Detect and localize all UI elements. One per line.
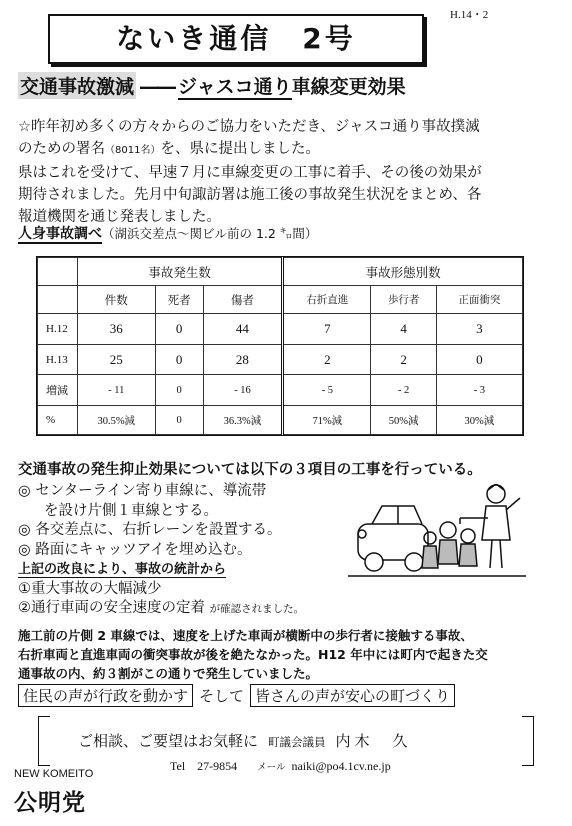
column-header: 正面衝突	[436, 286, 522, 314]
effect-item-text: ②通行車両の安全速度の定着	[18, 600, 205, 616]
table-cell: 50%減	[371, 406, 436, 435]
slogan-right: 皆さんの声が安心の町づくり	[250, 684, 455, 707]
effect-item: ①重大事故の大幅減少	[18, 580, 162, 597]
tail-line: 右折車両と直進車両の衝突事故が後を絶たなかった。H12 年中には町内で起きた交	[18, 647, 488, 662]
table-cell: - 3	[436, 375, 522, 406]
table-cell: 3	[436, 314, 522, 345]
issue-date: H.14・2	[450, 9, 489, 21]
table-cell: 0	[155, 375, 203, 406]
survey-title: 人身事故調べ	[18, 226, 102, 242]
works-item: ◎ センターライン寄り車線に、導流帯	[18, 483, 267, 499]
column-header: 傷者	[203, 286, 283, 314]
intro-line: 期待されました。先月中旬諏訪署は施工後の事故発生状況をまとめ、各	[18, 187, 482, 203]
table-cell: 71%減	[283, 406, 371, 435]
traffic-safety-illustration	[348, 484, 526, 584]
intro-paragraph	[18, 116, 558, 228]
intro-line: 報道機関を通じ発表しました。	[18, 209, 221, 225]
slogan-row	[18, 684, 455, 707]
article-headline	[18, 72, 406, 99]
table-row	[38, 344, 523, 375]
table-cell: 7	[283, 314, 371, 345]
effects-heading: 上記の改良により、事故の統計から	[18, 562, 227, 577]
party-name-english: NEW KOMEITO	[14, 768, 94, 780]
mail-label: メール	[257, 762, 286, 773]
column-header: 右折直進	[283, 286, 371, 314]
contact-email: naiki@po4.1cv.ne.jp	[291, 759, 391, 773]
headline-dash: ――	[140, 76, 175, 98]
headline-effect: 車線変更効果	[291, 76, 406, 98]
intro-line	[18, 138, 558, 162]
table-row	[38, 314, 523, 345]
column-header: 件数	[78, 286, 156, 314]
table-cell: 0	[436, 344, 522, 375]
works-item: ◎ 路面にキャッツアイを埋め込む。	[18, 541, 252, 558]
contact-message: ご相談、ご要望はお気軽に	[78, 732, 259, 750]
effect-item	[18, 599, 348, 620]
accident-table	[36, 256, 524, 436]
table-cell: 2	[283, 344, 371, 375]
table-cell: - 5	[283, 375, 371, 406]
contact-bracket-right	[522, 716, 534, 766]
table-cell: 36.3%減	[203, 406, 283, 435]
row-label: 増減	[38, 375, 78, 406]
column-header: 死者	[155, 286, 203, 314]
party-logo: 公明党	[14, 790, 86, 816]
works-item: ◎ 各交差点に、右折レーンを設置する。	[18, 522, 282, 538]
intro-line-part: を、県に提出しました。	[160, 141, 320, 157]
table-cell: 36	[78, 314, 156, 345]
row-label: %	[38, 406, 78, 435]
table-row	[38, 375, 523, 406]
newsletter-title: ないき通信 2号	[48, 14, 424, 64]
background-paragraph	[18, 626, 558, 683]
survey-heading	[18, 223, 317, 243]
survey-range: （湖浜交差点～関ビル前の 1.2 ㌔間）	[102, 226, 318, 241]
intro-line-part: のための署名	[18, 141, 105, 157]
table-cell: 30%減	[436, 406, 522, 435]
table-row	[38, 406, 523, 435]
confirmed-note: が確認されました。	[209, 603, 305, 615]
table-cell: 0	[155, 314, 203, 345]
signature-count: （8011名）	[105, 145, 161, 156]
contact-name: 内木 久	[335, 732, 412, 750]
intro-line: 県はこれを受けて、早速７月に車線変更の工事に着手、その後の効果が	[18, 165, 482, 181]
table-cell: - 16	[203, 375, 283, 406]
slogan-left: 住民の声が行政を動かす	[18, 684, 193, 707]
headline-road: ジャスコ通り	[178, 76, 292, 98]
table-cell: - 11	[78, 375, 156, 406]
works-heading: 交通事故の発生抑止効果については以下の３項目の工事を行っている。	[18, 462, 482, 478]
table-corner	[38, 286, 78, 314]
table-cell: 28	[203, 344, 283, 375]
table-cell: 2	[371, 344, 436, 375]
table-cell: 44	[203, 314, 283, 345]
tail-line: 通事故の内、約３割がこの通りで発生していました。	[18, 666, 319, 681]
column-header: 歩行者	[371, 286, 436, 314]
row-label: H.13	[38, 344, 78, 375]
contact-bracket-left	[38, 716, 50, 766]
table-cell: 4	[371, 314, 436, 345]
table-cell: 0	[155, 344, 203, 375]
headline-main: 交通事故激減	[18, 72, 136, 99]
table-cell: 0	[155, 406, 203, 435]
table-cell: - 2	[371, 375, 436, 406]
works-item: を設け片側１車線とする。	[44, 502, 218, 519]
contact-details	[170, 757, 391, 774]
table-cell: 25	[78, 344, 156, 375]
slogan-middle: そして	[199, 687, 245, 705]
contact-role: 町議会議員	[268, 735, 326, 749]
tail-line: 施工前の片側 2 車線では、速度を上げた車両が横断中の歩行者に接触する事故、	[18, 628, 473, 643]
contact-tel: Tel 27-9854	[170, 759, 238, 773]
table-corner	[38, 258, 78, 286]
table-cell: 30.5%減	[78, 406, 156, 435]
contact-line	[78, 730, 412, 751]
row-label: H.12	[38, 314, 78, 345]
intro-line: ☆昨年初め多くの方々からのご協力をいただき、ジャスコ通り事故撲滅	[18, 119, 480, 135]
table-group-header: 事故形態別数	[283, 258, 523, 286]
works-list	[18, 482, 348, 620]
table-group-header: 事故発生数	[78, 258, 283, 286]
